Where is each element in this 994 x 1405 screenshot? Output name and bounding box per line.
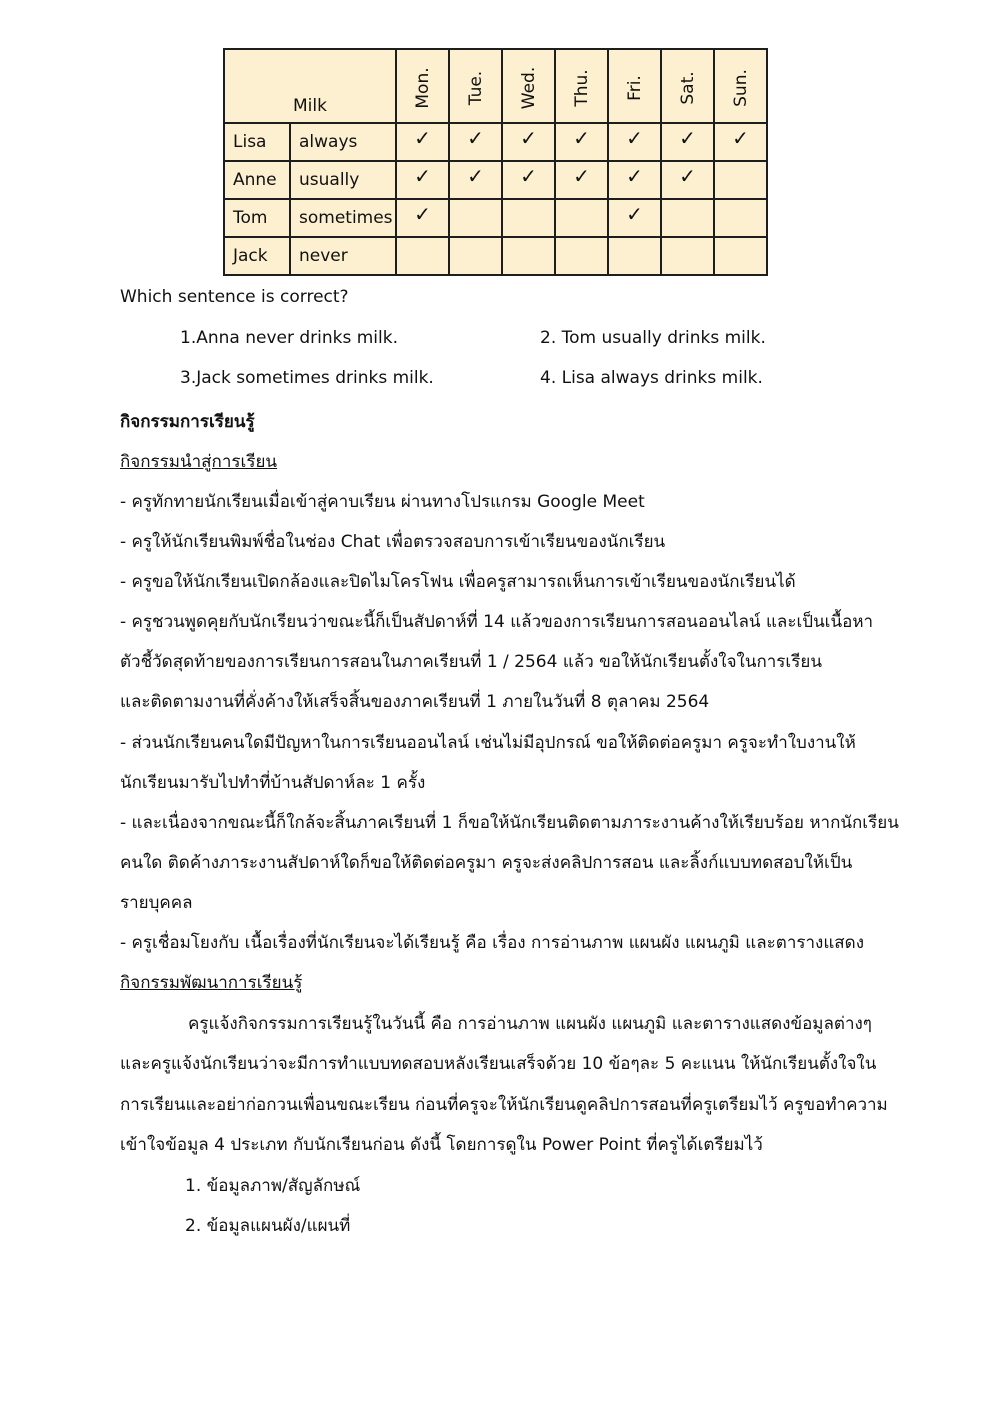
day-header: Thu. [555, 49, 608, 123]
development-heading: กิจกรรมพัฒนาการเรียนรู้ [120, 973, 303, 993]
day-header: Mon. [396, 49, 449, 123]
check-cell [502, 199, 555, 237]
intro-line: - ครูชวนพูดคุยกับนักเรียนว่าขณะนี้ก็เป็นสัปดาห์ที่ 14 แล้วของการเรียนการสอนออนไลน์ และเป็นเนื้อหา [120, 612, 874, 632]
check-cell: ✓ [608, 161, 661, 199]
development-list-item: 2. ข้อมูลแผนผัง/แผนที่ [185, 1216, 351, 1236]
person-name: Tom [224, 199, 290, 237]
intro-line: นักเรียนมารับไปทำที่บ้านสัปดาห์ละ 1 ครั้ง [120, 773, 426, 793]
table-row [224, 237, 767, 275]
table-row [224, 123, 767, 161]
table-header-label-cell [224, 49, 396, 123]
person-name: Lisa [224, 123, 290, 161]
check-cell [449, 237, 502, 275]
development-line: การเรียนและอย่าก่อกวนเพื่อนขณะเรียน ก่อนที่ครูจะให้นักเรียนดูคลิปการสอนที่ครูเตรียมไว้ ครูขอทำความ [120, 1095, 888, 1115]
answer-option: 1.Anna never drinks milk. [180, 328, 399, 348]
intro-line: และติดตามงานที่คั่งค้างให้เสร็จสิ้นของภาคเรียนที่ 1 ภายในวันที่ 8 ตุลาคม 2564 [120, 692, 710, 712]
intro-line: - และเนื่องจากขณะนี้ก็ใกล้จะสิ้นภาคเรียนที่ 1 ก็ขอให้นักเรียนติดตามภาระงานค้างให้เรียบร้อย หากนักเรียน [120, 813, 899, 833]
question-prompt: Which sentence is correct? [120, 287, 349, 307]
check-cell: ✓ [714, 123, 767, 161]
check-cell: ✓ [661, 123, 714, 161]
table-row [224, 161, 767, 199]
intro-line: - ครูทักทายนักเรียนเมื่อเข้าสู่คาบเรียน ผ่านทางโปรแกรม Google Meet [120, 492, 645, 512]
check-cell: ✓ [661, 161, 714, 199]
intro-line: - ครูให้นักเรียนพิมพ์ชื่อในช่อง Chat เพื่อตรวจสอบการเข้าเรียนของนักเรียน [120, 532, 666, 552]
check-cell: ✓ [396, 161, 449, 199]
milk-frequency-table [223, 48, 768, 276]
table-header-row [224, 49, 767, 123]
check-cell: ✓ [555, 161, 608, 199]
intro-line: - ครูเชื่อมโยงกับ เนื้อเรื่องที่นักเรียนจะได้เรียนรู้ คือ เรื่อง การอ่านภาพ แผนผัง แผนภูมิ และตารางแสดง [120, 933, 865, 953]
check-cell: ✓ [555, 123, 608, 161]
table-header-label: Milk [293, 96, 327, 116]
intro-heading: กิจกรรมนำสู่การเรียน [120, 452, 278, 472]
check-cell [555, 199, 608, 237]
frequency-word: always [290, 123, 396, 161]
development-line: เข้าใจข้อมูล 4 ประเภท กับนักเรียนก่อน ดังนี้ โดยการดูใน Power Point ที่ครูได้เตรียมไว้ [120, 1135, 763, 1155]
intro-line: ตัวชี้วัดสุดท้ายของการเรียนการสอนในภาคเรียนที่ 1 / 2564 แล้ว ขอให้นักเรียนตั้งใจในการเรียน [120, 652, 822, 672]
intro-line: รายบุคคล [120, 893, 193, 913]
person-name: Jack [224, 237, 290, 275]
check-cell [502, 237, 555, 275]
check-cell [396, 237, 449, 275]
check-cell [714, 199, 767, 237]
check-cell: ✓ [396, 199, 449, 237]
intro-line: คนใด ติดค้างภาระงานสัปดาห์ใดก็ขอให้ติดต่อครูมา ครูจะส่งคลิปการสอน และลิ้งก์แบบทดสอบให้เป็น [120, 853, 853, 873]
check-cell [714, 161, 767, 199]
check-cell [714, 237, 767, 275]
day-header: Tue. [449, 49, 502, 123]
check-cell: ✓ [396, 123, 449, 161]
check-cell [661, 237, 714, 275]
answer-option: 2. Tom usually drinks milk. [540, 328, 766, 348]
check-cell: ✓ [502, 123, 555, 161]
check-cell: ✓ [608, 123, 661, 161]
frequency-word: never [290, 237, 396, 275]
section-title: กิจกรรมการเรียนรู้ [120, 412, 255, 432]
check-cell [449, 199, 502, 237]
check-cell: ✓ [502, 161, 555, 199]
day-header: Wed. [502, 49, 555, 123]
person-name: Anne [224, 161, 290, 199]
day-header: Sat. [661, 49, 714, 123]
check-cell: ✓ [608, 199, 661, 237]
intro-line: - ส่วนนักเรียนคนใดมีปัญหาในการเรียนออนไลน์ เช่นไม่มีอุปกรณ์ ขอให้ติดต่อครูมา ครูจะทำใบงานให้ [120, 733, 856, 753]
check-cell [555, 237, 608, 275]
intro-line: - ครูขอให้นักเรียนเปิดกล้องและปิดไมโครโฟน เพื่อครูสามารถเห็นการเข้าเรียนของนักเรียนได้ [120, 572, 796, 592]
answer-option: 4. Lisa always drinks milk. [540, 368, 763, 388]
frequency-word: usually [290, 161, 396, 199]
answer-option: 3.Jack sometimes drinks milk. [180, 368, 434, 388]
development-line: ครูแจ้งกิจกรรมการเรียนรู้ในวันนี้ คือ การอ่านภาพ แผนผัง แผนภูมิ และตารางแสดงข้อมูลต่างๆ [188, 1014, 872, 1034]
check-cell: ✓ [449, 161, 502, 199]
development-line: และครูแจ้งนักเรียนว่าจะมีการทำแบบทดสอบหลังเรียนเสร็จด้วย 10 ข้อๆละ 5 คะแนน ให้นักเรียนตั้งใจใน [120, 1054, 877, 1074]
check-cell [608, 237, 661, 275]
check-cell [661, 199, 714, 237]
check-cell: ✓ [449, 123, 502, 161]
day-header: Sun. [714, 49, 767, 123]
table-row [224, 199, 767, 237]
development-list-item: 1. ข้อมูลภาพ/สัญลักษณ์ [185, 1176, 361, 1196]
day-header: Fri. [608, 49, 661, 123]
frequency-word: sometimes [290, 199, 396, 237]
